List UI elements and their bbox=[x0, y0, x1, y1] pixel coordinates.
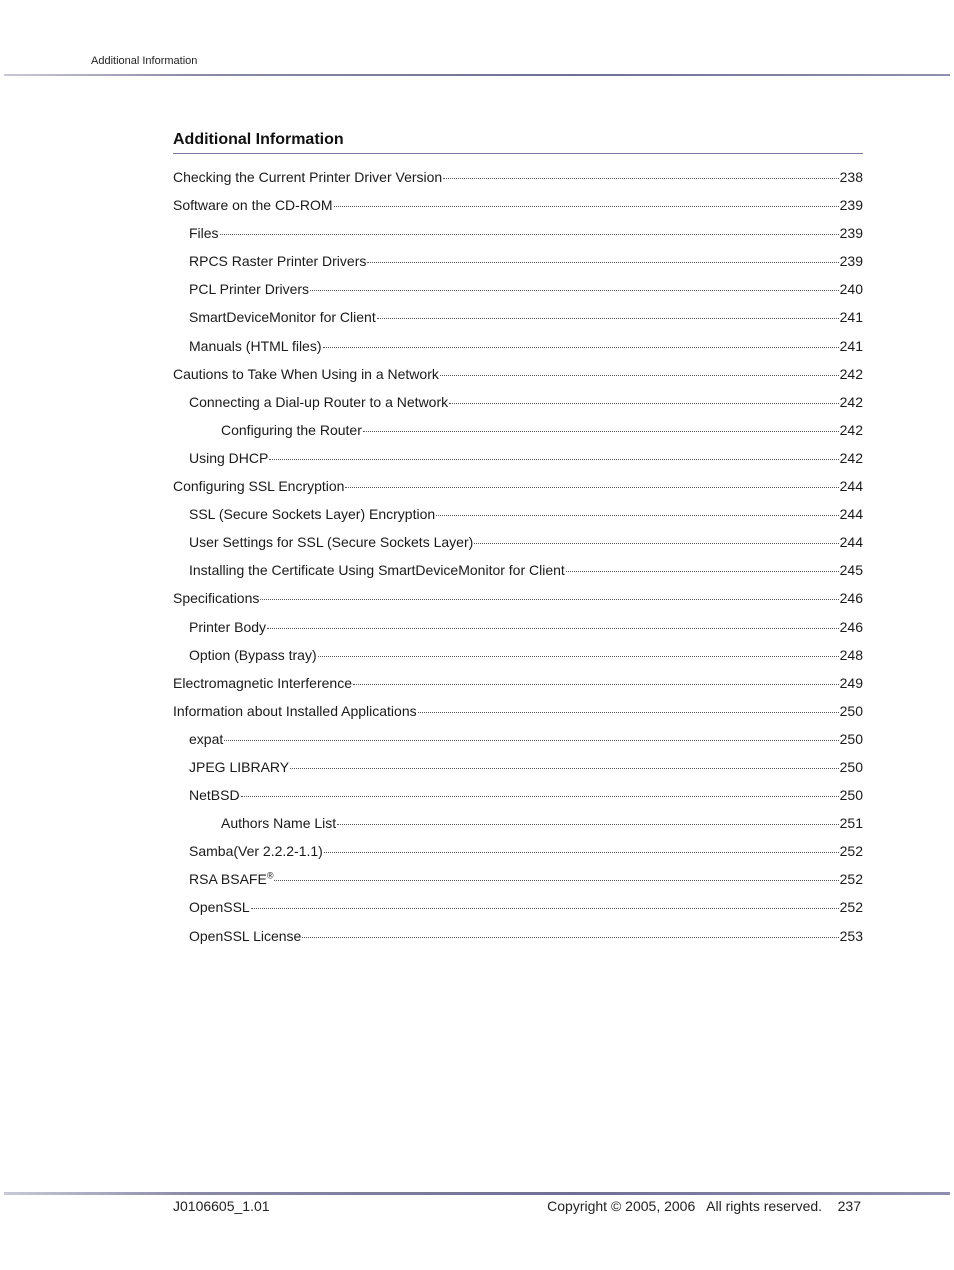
toc-entry-page: 242 bbox=[839, 449, 863, 466]
toc-entry-title: RPCS Raster Printer Drivers bbox=[189, 253, 367, 270]
dot-leader bbox=[334, 205, 839, 207]
toc-entry-page: 239 bbox=[839, 197, 863, 214]
toc-entry-page: 248 bbox=[839, 646, 863, 663]
toc-entry[interactable] bbox=[173, 865, 863, 893]
dot-leader bbox=[269, 458, 838, 460]
toc-entry-page: 238 bbox=[839, 169, 863, 185]
toc-entry-page: 244 bbox=[839, 506, 863, 523]
dot-leader bbox=[367, 261, 838, 263]
toc-entry-label bbox=[221, 809, 336, 837]
dot-leader bbox=[363, 430, 839, 432]
toc-entry[interactable] bbox=[173, 444, 863, 472]
header-rule bbox=[4, 74, 950, 76]
toc-entry-page: 245 bbox=[839, 562, 863, 579]
toc-entry-label bbox=[189, 837, 323, 865]
toc-entry-label bbox=[189, 528, 473, 556]
toc-entry[interactable] bbox=[173, 584, 863, 612]
toc-entry-label bbox=[189, 781, 240, 809]
copyright-text: Copyright © 2005, 2006 All rights reserved. bbox=[547, 1198, 823, 1214]
toc-entry[interactable] bbox=[173, 641, 863, 669]
dot-leader bbox=[324, 851, 839, 853]
toc-entry-page: 252 bbox=[839, 899, 863, 916]
toc-entry-label bbox=[189, 641, 317, 669]
toc-entry-title: Software on the CD-ROM bbox=[173, 197, 333, 214]
toc-entry-label bbox=[189, 893, 250, 921]
toc-entry-label bbox=[189, 556, 565, 584]
toc-entry-title: Cautions to Take When Using in a Network bbox=[173, 365, 439, 382]
dot-leader bbox=[474, 542, 838, 544]
toc-entry-page: 251 bbox=[839, 815, 863, 832]
dot-leader bbox=[345, 486, 838, 488]
toc-entry[interactable] bbox=[173, 528, 863, 556]
toc-entry-title: Checking the Current Printer Driver Version bbox=[173, 169, 443, 185]
toc-entry[interactable] bbox=[173, 303, 863, 331]
toc-entry-title: Files bbox=[189, 225, 219, 242]
dot-leader bbox=[323, 346, 839, 348]
toc-entry-title: OpenSSL bbox=[189, 899, 250, 916]
toc-entry[interactable] bbox=[173, 219, 863, 247]
toc-entry-page: 240 bbox=[839, 281, 863, 298]
dot-leader bbox=[220, 233, 839, 235]
footer-rule bbox=[4, 1192, 950, 1195]
dot-leader bbox=[241, 795, 839, 797]
toc-entry-label bbox=[189, 332, 322, 360]
dot-leader bbox=[290, 767, 839, 769]
dot-leader bbox=[337, 823, 838, 825]
toc-entry-label bbox=[189, 922, 301, 950]
toc-entry-title: OpenSSL License bbox=[189, 927, 302, 944]
page-number: 237 bbox=[837, 1198, 861, 1214]
toc-entry-label bbox=[221, 416, 362, 444]
toc-entry-title: Information about Installed Applications bbox=[173, 702, 417, 719]
toc-entry[interactable] bbox=[173, 556, 863, 584]
toc-entry-page: 250 bbox=[839, 702, 863, 719]
dot-leader bbox=[310, 289, 839, 291]
toc-entry-label bbox=[189, 725, 223, 753]
toc-entry-page: 246 bbox=[839, 618, 863, 635]
toc-entry-page: 241 bbox=[839, 337, 863, 354]
toc-entry-page: 252 bbox=[839, 843, 863, 860]
toc-entry[interactable] bbox=[173, 753, 863, 781]
toc-entry-label bbox=[189, 219, 219, 247]
toc-entry-title: expat bbox=[189, 730, 224, 747]
toc-entry[interactable] bbox=[173, 247, 863, 275]
toc-entry-page: 252 bbox=[839, 871, 863, 888]
toc-entry[interactable] bbox=[173, 416, 863, 444]
toc-entry-page: 242 bbox=[839, 393, 863, 410]
toc-entry-page: 239 bbox=[839, 225, 863, 242]
toc-entry[interactable] bbox=[173, 388, 863, 416]
toc-entry-label bbox=[173, 163, 442, 191]
toc-entry[interactable] bbox=[173, 191, 863, 219]
toc-entry-page: 244 bbox=[839, 534, 863, 551]
toc-entry-page: 250 bbox=[839, 730, 863, 747]
toc-entry-title: RSA BSAFE bbox=[189, 871, 267, 888]
toc-entry[interactable] bbox=[173, 893, 863, 921]
toc-entry-label bbox=[173, 472, 344, 500]
dot-leader bbox=[436, 514, 838, 516]
dot-leader bbox=[274, 879, 838, 881]
toc-entry-page: 241 bbox=[839, 309, 863, 326]
toc-entry-label bbox=[189, 500, 435, 528]
dot-leader bbox=[224, 739, 838, 741]
toc-entry-title: Electromagnetic Interference bbox=[173, 674, 352, 691]
toc-entry-label bbox=[173, 584, 259, 612]
dot-leader bbox=[267, 627, 839, 629]
dot-leader bbox=[318, 655, 839, 657]
toc-entry-title: NetBSD bbox=[189, 787, 240, 804]
dot-leader bbox=[260, 598, 838, 600]
toc-entry-label bbox=[189, 753, 289, 781]
toc-entry-page: 242 bbox=[839, 365, 863, 382]
dot-leader bbox=[251, 907, 839, 909]
toc-entry-title: Connecting a Dial-up Router to a Network bbox=[189, 393, 449, 410]
footer-doc-id: J0106605_1.01 bbox=[173, 1198, 270, 1214]
toc-entry-label bbox=[189, 247, 366, 275]
toc-entry[interactable] bbox=[173, 163, 863, 191]
toc-entry[interactable] bbox=[173, 669, 863, 697]
toc-entry-page: 250 bbox=[839, 758, 863, 775]
toc-entry-label bbox=[189, 444, 268, 472]
running-header: Additional Information bbox=[91, 55, 198, 67]
toc-entry-title: Samba(Ver 2.2.2-1.1) bbox=[189, 843, 323, 860]
toc-entry-title: Configuring the Router bbox=[221, 421, 362, 438]
toc-entry-title: SmartDeviceMonitor for Client bbox=[189, 309, 376, 326]
toc-entry-page: 250 bbox=[839, 787, 863, 804]
toc-entry-label bbox=[189, 388, 448, 416]
toc-entry-label bbox=[173, 697, 417, 725]
toc-entry-title: PCL Printer Drivers bbox=[189, 281, 310, 298]
toc-entry-page: 253 bbox=[839, 927, 863, 944]
toc-entry-label bbox=[189, 865, 273, 893]
toc-entry-page: 246 bbox=[839, 590, 863, 607]
toc-entry-title: Manuals (HTML files) bbox=[189, 337, 322, 354]
toc-entry-label bbox=[173, 669, 352, 697]
toc-entry-title: Using DHCP bbox=[189, 449, 269, 466]
dot-leader bbox=[566, 570, 839, 572]
toc-entry-page: 244 bbox=[839, 478, 863, 495]
footer-copyright bbox=[547, 1198, 861, 1214]
dot-leader bbox=[353, 683, 839, 685]
dot-leader bbox=[443, 177, 838, 179]
toc-entry-title: SSL (Secure Sockets Layer) Encryption bbox=[189, 506, 436, 523]
toc-entry[interactable] bbox=[173, 332, 863, 360]
toc-entry[interactable] bbox=[173, 725, 863, 753]
toc-entry[interactable] bbox=[173, 613, 863, 641]
dot-leader bbox=[418, 711, 839, 713]
toc-entry[interactable] bbox=[173, 500, 863, 528]
dot-leader bbox=[302, 936, 838, 938]
registered-mark: ® bbox=[266, 870, 274, 881]
toc-entry-page: 249 bbox=[839, 674, 863, 691]
toc-entry-page: 242 bbox=[839, 421, 863, 438]
toc-entry-title: Printer Body bbox=[189, 618, 267, 635]
toc-entry[interactable] bbox=[173, 697, 863, 725]
toc-entry-label bbox=[173, 360, 439, 388]
toc-entry-label bbox=[173, 191, 333, 219]
toc-entry-title: Specifications bbox=[173, 590, 260, 607]
toc-entry[interactable] bbox=[173, 781, 863, 809]
toc-entry-title: Option (Bypass tray) bbox=[189, 646, 317, 663]
toc-entry[interactable] bbox=[173, 275, 863, 303]
toc-entry[interactable] bbox=[173, 360, 863, 388]
toc-entry-title: Authors Name List bbox=[221, 815, 337, 832]
toc-entry-title: JPEG LIBRARY bbox=[189, 758, 290, 775]
table-of-contents bbox=[173, 163, 863, 950]
section-title: Additional Information bbox=[173, 131, 863, 154]
toc-entry[interactable] bbox=[173, 837, 863, 865]
toc-entry-label bbox=[189, 613, 266, 641]
toc-entry-title: User Settings for SSL (Secure Sockets Layer) bbox=[189, 534, 474, 551]
dot-leader bbox=[440, 374, 839, 376]
dot-leader bbox=[449, 402, 839, 404]
toc-entry-title: Installing the Certificate Using SmartDeviceMonitor for Client bbox=[189, 562, 565, 579]
toc-entry-title: Configuring SSL Encryption bbox=[173, 478, 345, 495]
toc-entry-page: 239 bbox=[839, 253, 863, 270]
toc-entry[interactable] bbox=[173, 922, 863, 950]
dot-leader bbox=[377, 317, 839, 319]
toc-entry-label bbox=[189, 303, 376, 331]
toc-entry[interactable] bbox=[173, 809, 863, 837]
toc-entry-label bbox=[189, 275, 309, 303]
toc-entry[interactable] bbox=[173, 472, 863, 500]
